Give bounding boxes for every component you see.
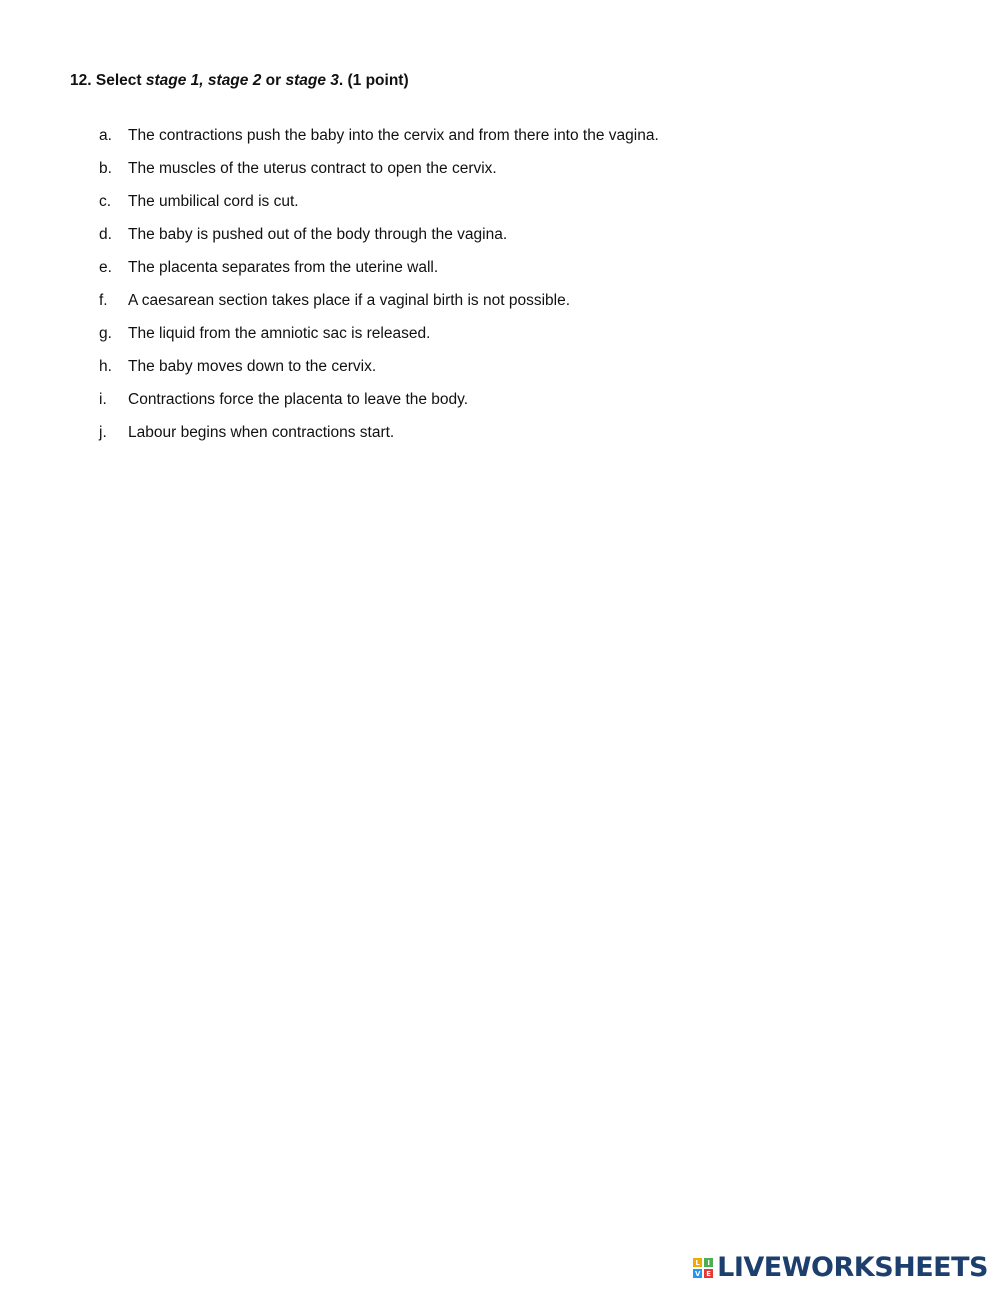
item-letter: b. bbox=[99, 160, 112, 177]
list-item bbox=[0, 356, 1000, 389]
liveworksheets-logo bbox=[692, 1252, 988, 1284]
item-letter: a. bbox=[99, 127, 112, 144]
item-text: The placenta separates from the uterine wall. bbox=[128, 259, 439, 276]
item-letter: f. bbox=[99, 292, 108, 309]
list-item bbox=[0, 257, 1000, 290]
item-letter: j. bbox=[99, 424, 107, 441]
item-letter: e. bbox=[99, 259, 112, 276]
liveworksheets-logo-icon bbox=[692, 1257, 714, 1279]
stage-3-option: stage 3 bbox=[285, 72, 339, 89]
item-text: The contractions push the baby into the cervix and from there into the vagina. bbox=[128, 127, 659, 144]
question-number: 12. bbox=[70, 72, 92, 89]
item-text: The umbilical cord is cut. bbox=[128, 193, 299, 210]
item-letter: d. bbox=[99, 226, 112, 243]
item-text: The muscles of the uterus contract to open the cervix. bbox=[128, 160, 497, 177]
item-text: Contractions force the placenta to leave the body. bbox=[128, 391, 469, 408]
list-item bbox=[0, 224, 1000, 257]
question-points: . (1 point) bbox=[338, 72, 409, 89]
list-item bbox=[0, 158, 1000, 191]
logo-text: LIVEWORKSHEETS bbox=[717, 1252, 988, 1283]
logo-mark-tile: V bbox=[692, 1268, 703, 1279]
item-letter: i. bbox=[99, 391, 107, 408]
stage-1-option: stage 1, bbox=[145, 72, 204, 89]
logo-mark-tile: L bbox=[692, 1257, 703, 1268]
stage-2-option: stage 2 bbox=[207, 72, 262, 89]
logo-mark-tile: I bbox=[703, 1257, 714, 1268]
list-item bbox=[0, 191, 1000, 224]
list-item bbox=[0, 125, 1000, 158]
item-text: A caesarean section takes place if a vaginal birth is not possible. bbox=[128, 292, 571, 309]
list-item bbox=[0, 290, 1000, 323]
item-letter: c. bbox=[99, 193, 112, 210]
statement-list bbox=[0, 125, 1000, 455]
or-word: or bbox=[265, 72, 282, 89]
logo-mark-tile: E bbox=[703, 1268, 714, 1279]
list-item bbox=[0, 389, 1000, 422]
list-item bbox=[0, 422, 1000, 455]
question-heading bbox=[70, 70, 409, 92]
item-text: The baby moves down to the cervix. bbox=[128, 358, 377, 375]
select-word: Select bbox=[95, 72, 142, 89]
item-text: Labour begins when contractions start. bbox=[128, 424, 395, 441]
list-item bbox=[0, 323, 1000, 356]
item-letter: g. bbox=[99, 325, 112, 342]
item-text: The liquid from the amniotic sac is released. bbox=[128, 325, 431, 342]
item-text: The baby is pushed out of the body through the vagina. bbox=[128, 226, 508, 243]
item-letter: h. bbox=[99, 358, 112, 375]
